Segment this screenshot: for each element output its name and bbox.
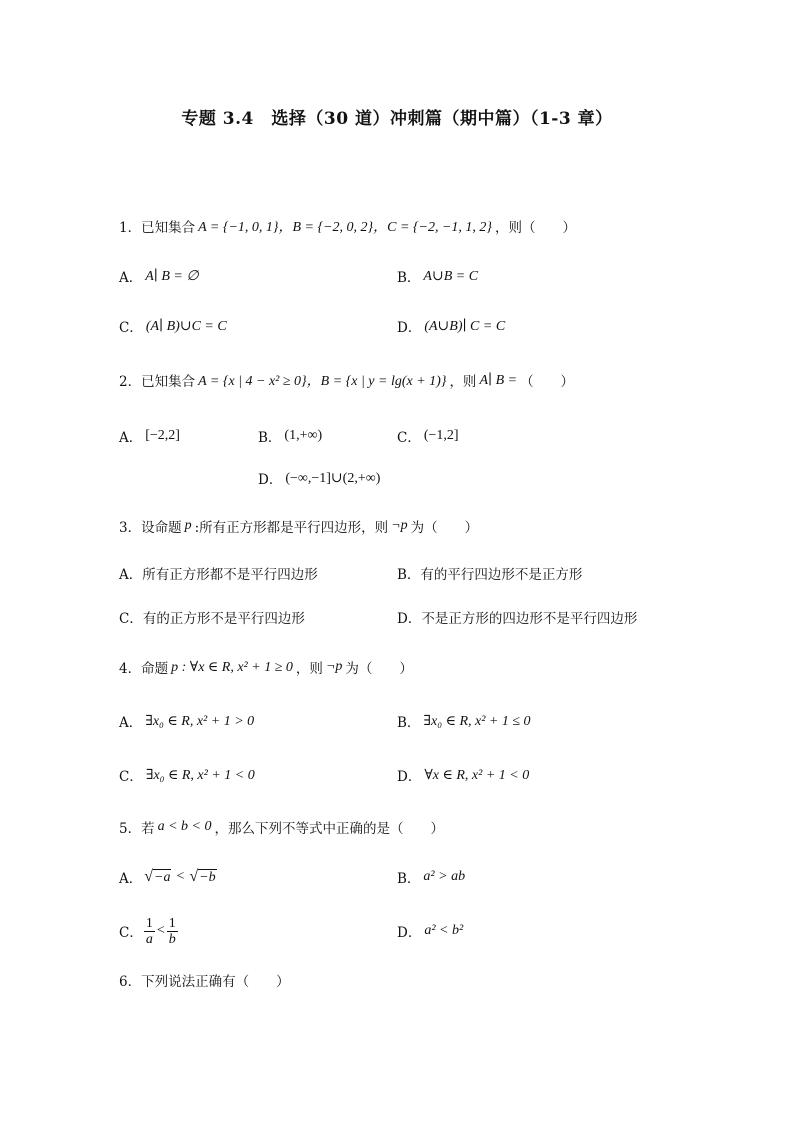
option-math: a² > ab	[423, 869, 466, 884]
question-5-suffix: ，那么下列不等式中正确的是（ ）	[214, 821, 444, 837]
sqrt-expression: √ −a	[144, 868, 171, 885]
question-1-math: A = {−1, 0, 1}，B = {−2, 0, 2}，C = {−2, −1, 1, 2}	[198, 220, 493, 235]
option-label: C．	[119, 925, 143, 941]
option-label: A．	[119, 430, 143, 446]
question-2-prefix: 2．已知集合	[119, 374, 196, 390]
less-than: <	[156, 923, 165, 938]
question-4-suffix: 为（ ）	[345, 661, 413, 677]
option-label: B．	[397, 270, 421, 286]
question-3-stem	[119, 514, 478, 538]
option-math: (−∞,−1]∪(2,+∞)	[285, 470, 381, 486]
option-label: D．	[258, 472, 283, 488]
question-1-option-c[interactable]	[119, 314, 230, 338]
question-1-option-d[interactable]	[397, 314, 508, 338]
option-math: (−1,2]	[423, 428, 459, 443]
question-2-option-d[interactable]	[258, 466, 383, 490]
option-label: A．	[119, 871, 143, 887]
option-label: A．	[119, 715, 143, 731]
question-3-option-d[interactable]: D．不是正方形的四边形不是平行四边形	[397, 611, 638, 627]
question-1-option-a[interactable]	[119, 264, 202, 288]
question-1-suffix: ，则（ ）	[495, 220, 577, 236]
option-label: A．	[119, 270, 143, 286]
question-2-option-b[interactable]	[258, 424, 325, 448]
question-4-mid: ，则	[295, 661, 323, 677]
fraction: $\frac{1}{b}$	[168, 915, 176, 947]
option-math: (A∣ B)∪C = C	[145, 318, 227, 334]
question-3-option-a[interactable]: A．所有正方形都不是平行四边形	[119, 567, 318, 583]
sqrt-expression: √ −b	[189, 868, 216, 885]
option-label: B．	[258, 430, 282, 446]
option-label: C．	[119, 320, 143, 336]
less-than: <	[176, 869, 185, 884]
question-2-suffix: ，则	[449, 374, 477, 390]
question-1-stem	[119, 214, 576, 238]
question-3-math: p	[184, 518, 192, 533]
question-5-option-d[interactable]	[397, 919, 466, 943]
question-2-math-2: A∣ B =	[479, 372, 518, 388]
option-label: D．	[397, 769, 422, 785]
option-math: A∪B = C	[423, 268, 479, 284]
question-2-option-a[interactable]	[119, 424, 183, 448]
question-2-stem	[119, 368, 574, 392]
option-label: C．	[397, 430, 421, 446]
question-1-option-b[interactable]	[397, 264, 481, 288]
fraction: $\frac{1}{a}$	[145, 915, 153, 947]
question-3-mid: :所有正方形都是平行四边形，则	[194, 520, 389, 536]
option-label: B．	[397, 715, 421, 731]
option-math: (A∪B)∣ C = C	[424, 318, 506, 334]
question-4-option-a[interactable]	[119, 709, 257, 733]
option-math: ∀x ∈ R, x² + 1 < 0	[424, 767, 530, 783]
option-math: ∃x₀ ∈ R, x² + 1 < 0	[145, 767, 255, 783]
question-4-option-c[interactable]	[119, 763, 258, 787]
question-4-stem	[119, 655, 413, 679]
question-5-prefix: 5．若	[119, 821, 155, 837]
option-math: A∣ B = ∅	[145, 268, 199, 284]
question-5-option-c[interactable]	[119, 913, 179, 949]
option-math: [−2,2]	[145, 428, 180, 443]
question-5-stem	[119, 815, 444, 839]
question-4-math-2: ¬p	[325, 659, 343, 674]
question-3-option-c[interactable]: C．有的正方形不是平行四边形	[119, 611, 305, 627]
question-4-prefix: 4．命题	[119, 661, 169, 677]
question-4-option-b[interactable]	[397, 709, 534, 733]
question-3-math-2: ¬p	[391, 518, 408, 533]
option-label: D．	[397, 320, 422, 336]
question-4-option-d[interactable]	[397, 763, 532, 787]
option-label: C．	[119, 769, 143, 785]
question-2-option-c[interactable]	[397, 424, 462, 448]
question-5-math: a < b < 0	[157, 819, 212, 834]
question-2-math: A = {x | 4 − x² ≥ 0}，B = {x | y = lg(x + 1)}	[198, 374, 447, 389]
option-math: ∃x₀ ∈ R, x² + 1 ≤ 0	[423, 713, 531, 729]
option-math: (1,+∞)	[284, 428, 323, 443]
option-label: D．	[397, 925, 422, 941]
question-1-prefix: 1．已知集合	[119, 220, 196, 236]
question-4-math: p : ∀x ∈ R, x² + 1 ≥ 0	[171, 659, 293, 675]
question-2-end: （ ）	[520, 374, 575, 390]
option-label: B．	[397, 871, 421, 887]
question-5-option-b[interactable]	[397, 865, 468, 889]
question-6-stem: 6．下列说法正确有（ ）	[119, 974, 290, 990]
question-3-suffix: 为（ ）	[410, 520, 479, 536]
option-math: ∃x₀ ∈ R, x² + 1 > 0	[145, 713, 255, 729]
question-3-option-b[interactable]: B．有的平行四边形不是正方形	[397, 567, 583, 583]
question-5-option-a[interactable]	[119, 865, 219, 889]
page-title: 专题 3.4 选择（30 道）冲刺篇（期中篇）（1-3 章）	[181, 109, 613, 129]
question-3-prefix: 3．设命题	[119, 520, 182, 536]
option-math: a² < b²	[424, 923, 464, 938]
